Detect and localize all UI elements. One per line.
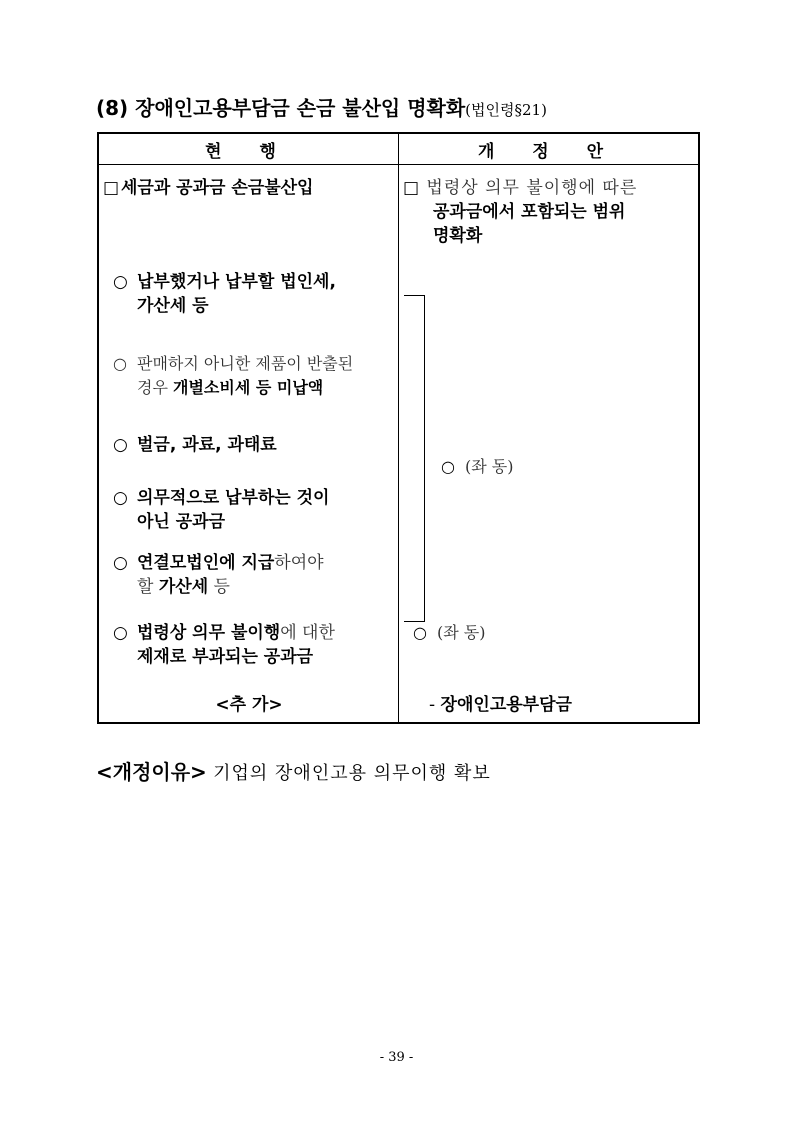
revised-added-item: - 장애인고용부담금 xyxy=(429,695,572,715)
current-column xyxy=(98,165,399,724)
revised-same-item: ○ (좌 동) xyxy=(441,455,513,479)
section-heading xyxy=(96,92,547,121)
circle-bullet-icon: ○ xyxy=(113,553,128,573)
section-title: (8) 장애인고용부담금 손금 불산입 명확화 xyxy=(96,96,466,120)
list-item: ○ 납부했거나 납부할 법인세, 가산세 등 xyxy=(113,272,336,316)
header-revised: 개 정 안 xyxy=(399,133,700,165)
revised-main-item: □ 법령상 의무 불이행에 따른 공과금에서 포함되는 범위 명확화 xyxy=(403,178,638,246)
section-reference: (법인령§21) xyxy=(465,101,547,119)
circle-bullet-icon: ○ xyxy=(441,457,455,476)
circle-bullet-icon: ○ xyxy=(113,623,128,643)
list-item: ○ 연결모법인에 지급하여야 할 가산세 등 xyxy=(113,553,324,597)
revision-reason xyxy=(96,756,491,785)
list-item: ○ 벌금, 과료, 과태료 xyxy=(113,435,277,455)
comparison-table xyxy=(97,132,700,724)
page-number: - 39 - xyxy=(379,1050,414,1065)
revision-reason-label: <개정이유> xyxy=(96,760,207,784)
header-current: 현 행 xyxy=(98,133,399,165)
revision-reason-text: 기업의 장애인고용 의무이행 확보 xyxy=(213,763,491,784)
circle-bullet-icon: ○ xyxy=(113,272,128,292)
circle-bullet-icon: ○ xyxy=(113,354,127,373)
checkbox-square-icon: □ xyxy=(403,178,420,198)
list-item: ○ 법령상 의무 불이행에 대한 제재로 부과되는 공과금 xyxy=(113,623,335,667)
circle-bullet-icon: ○ xyxy=(413,623,427,642)
list-item: ○ 판매하지 아니한 제품이 반출된 경우 개별소비세 등 미납액 xyxy=(113,354,354,397)
revised-same-item: ○ (좌 동) xyxy=(413,621,485,645)
revised-column xyxy=(399,165,700,724)
list-item: ○ 의무적으로 납부하는 것이 아닌 공과금 xyxy=(113,488,330,532)
current-main-item: □ 세금과 공과금 손금불산입 xyxy=(103,178,314,198)
circle-bullet-icon: ○ xyxy=(113,435,128,455)
circle-bullet-icon: ○ xyxy=(113,488,128,508)
checkbox-square-icon: □ xyxy=(103,178,120,198)
current-added-placeholder: <추 가> xyxy=(215,695,283,715)
